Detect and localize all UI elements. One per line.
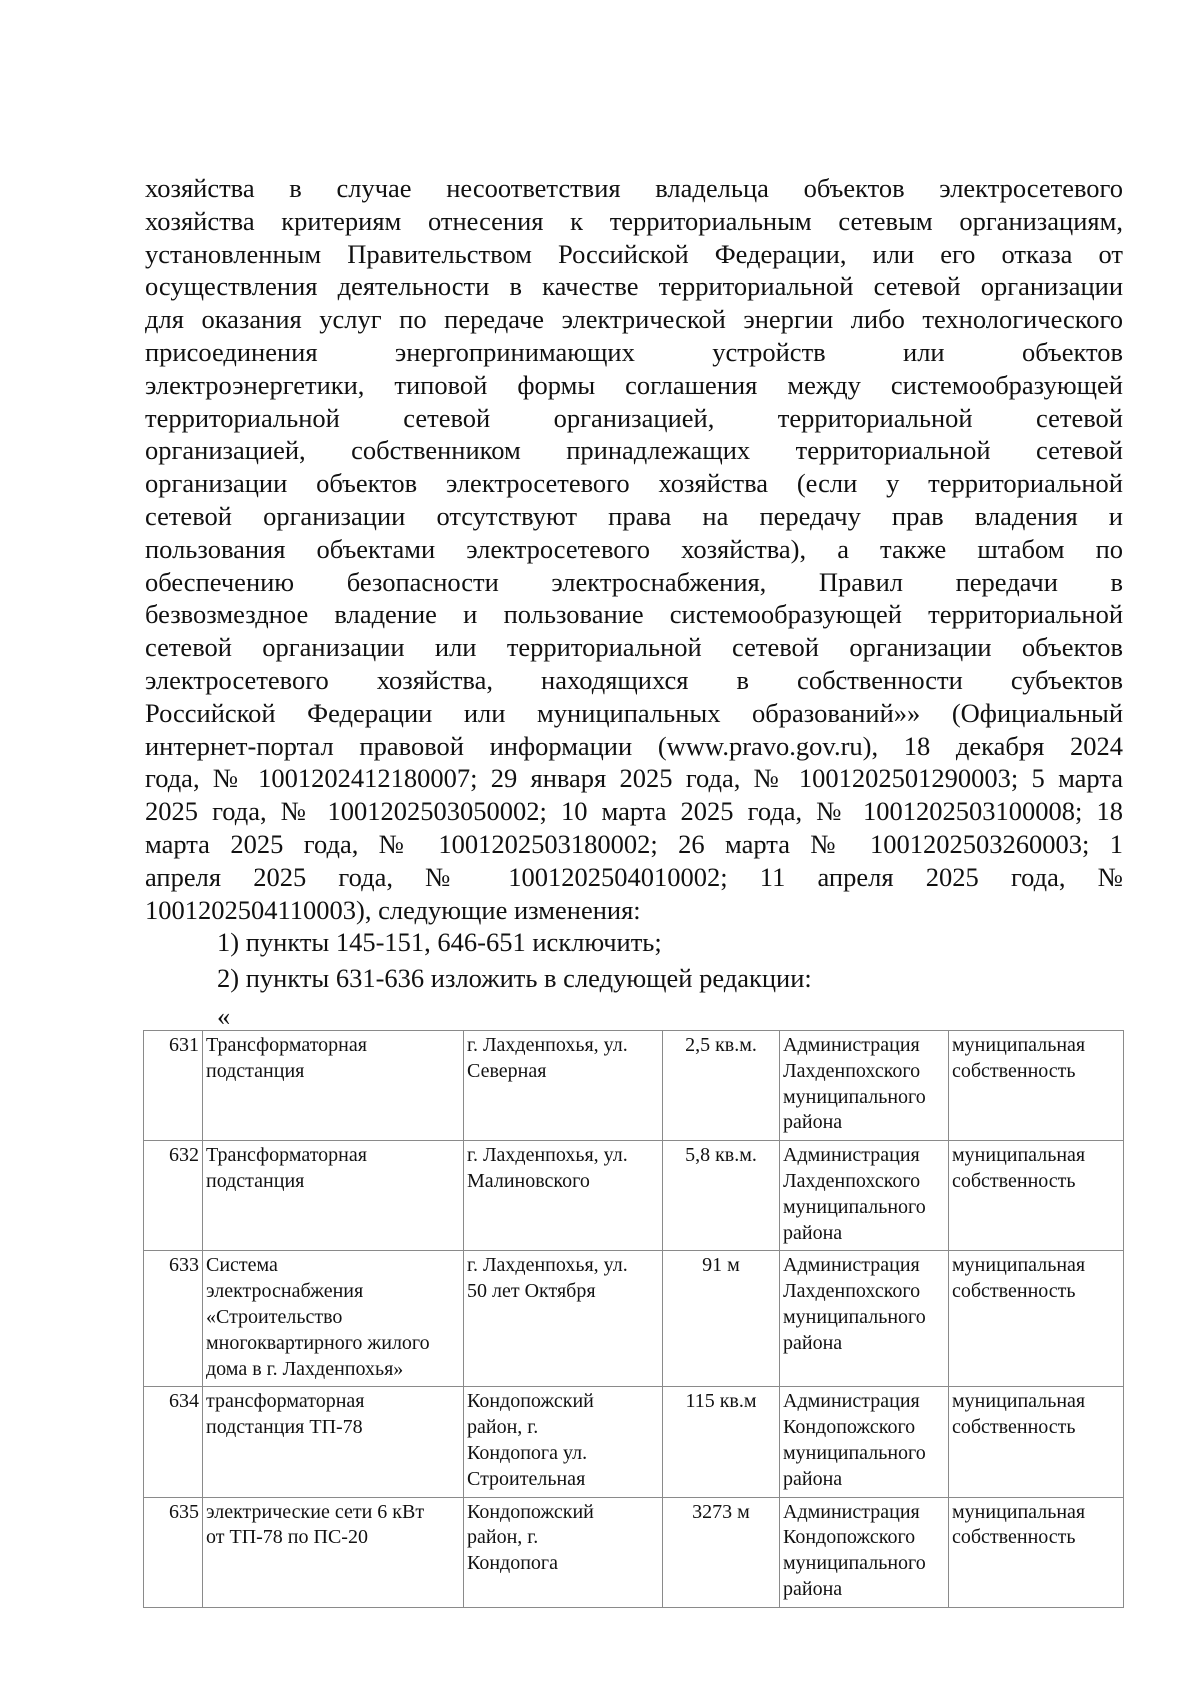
table-row <box>144 1497 1124 1607</box>
cell-holder-line: района <box>783 1331 843 1354</box>
paragraph-line: территориальной сетевой организацией, территориальной сетевой <box>145 402 1123 433</box>
cell-holder-line: района <box>783 1577 843 1600</box>
cell-object-name <box>203 1031 464 1141</box>
list-item-1: 1) пункты 145-151, 646-651 исключить; <box>217 927 662 957</box>
paragraph-line: сетевой организации или территориальной сетевой организации объектов <box>145 632 1123 663</box>
cell-object-name <box>203 1387 464 1497</box>
cell-holder-line: муниципального <box>783 1195 926 1218</box>
cell-number <box>144 1251 203 1387</box>
cell-number-text: 631 <box>169 1034 199 1056</box>
cell-holder-line: Администрация <box>783 1390 920 1413</box>
cell-number-text: 634 <box>169 1390 199 1413</box>
cell-object-name-line: подстанция ТП-78 <box>206 1416 363 1439</box>
cell-address-line: район, г. <box>467 1416 539 1439</box>
cell-holder <box>780 1387 949 1497</box>
paragraph-line: для оказания услуг по передаче электрической энергии либо технологического <box>145 304 1123 335</box>
cell-holder-line: района <box>783 1221 843 1244</box>
cell-number <box>144 1497 203 1607</box>
table-row <box>144 1387 1124 1497</box>
cell-object-name <box>203 1497 464 1607</box>
table-row <box>144 1031 1124 1141</box>
cell-holder-line: Администрация <box>783 1254 920 1277</box>
cell-holder <box>780 1497 949 1607</box>
cell-ownership <box>949 1497 1124 1607</box>
cell-ownership-line: собственность <box>952 1416 1076 1439</box>
paragraph-line: хозяйства критериям отнесения к территориальным сетевым организациям, <box>145 205 1123 236</box>
cell-number <box>144 1031 203 1141</box>
cell-holder-line: Администрация <box>783 1500 920 1523</box>
cell-holder-line: муниципального <box>783 1305 926 1328</box>
cell-ownership-line: муниципальная <box>952 1144 1086 1167</box>
cell-holder-line: муниципального <box>783 1552 926 1575</box>
cell-holder-line: муниципального <box>783 1441 926 1464</box>
paragraph-line: осуществления деятельности в качестве территориальной сетевой организации <box>145 271 1123 302</box>
cell-number-text: 632 <box>169 1144 199 1167</box>
cell-address-line: Кондопожский <box>467 1500 594 1523</box>
cell-object-name-line: электроснабжения <box>206 1280 364 1303</box>
cell-address <box>464 1497 663 1607</box>
cell-holder-line: Администрация <box>783 1034 920 1056</box>
cell-address <box>464 1141 663 1251</box>
cell-size <box>663 1031 780 1141</box>
paragraph-line: марта 2025 года, № 1001202503180002; 26 марта № 1001202503260003; 1 <box>145 828 1123 859</box>
cell-ownership <box>949 1141 1124 1251</box>
cell-address-line: Строительная <box>467 1467 586 1490</box>
cell-holder-line: Лахденпохского <box>783 1059 921 1082</box>
cell-address-line: Кондопожский <box>467 1390 594 1413</box>
cell-object-name-line: многоквартирного жилого <box>206 1331 430 1354</box>
cell-holder-line: муниципального <box>783 1085 926 1108</box>
cell-object-name <box>203 1141 464 1251</box>
cell-address-line: г. Лахденпохья, ул. <box>467 1034 628 1056</box>
cell-number <box>144 1387 203 1497</box>
cell-holder <box>780 1031 949 1141</box>
paragraph-line: безвозмездное владение и пользование системообразующей территориальной <box>145 599 1123 630</box>
cell-ownership <box>949 1031 1124 1141</box>
cell-holder <box>780 1141 949 1251</box>
cell-address <box>464 1387 663 1497</box>
cell-ownership-line: собственность <box>952 1059 1076 1082</box>
paragraph-line: сетевой организации отсутствуют права на передачу прав владения и <box>145 500 1123 531</box>
cell-ownership-line: муниципальная <box>952 1390 1086 1413</box>
cell-ownership-line: муниципальная <box>952 1254 1086 1277</box>
cell-ownership <box>949 1251 1124 1387</box>
list-item-2: 2) пункты 631-636 изложить в следующей редакции: <box>217 963 812 993</box>
paragraph-line: обеспечению безопасности электроснабжения, Правил передачи в <box>145 566 1123 597</box>
cell-address-line: г. Лахденпохья, ул. <box>467 1254 628 1277</box>
cell-ownership <box>949 1387 1124 1497</box>
cell-number-text: 633 <box>169 1254 199 1277</box>
cell-object-name-line: «Строительство <box>206 1305 343 1328</box>
cell-size <box>663 1251 780 1387</box>
paragraph-line: электроэнергетики, типовой формы соглашения между системообразующей <box>145 369 1123 400</box>
cell-size <box>663 1387 780 1497</box>
cell-address-line: Малиновского <box>467 1169 590 1192</box>
cell-size-text: 91 м <box>702 1254 740 1277</box>
cell-size-text: 115 кв.м <box>685 1390 757 1413</box>
cell-size-text: 2,5 кв.м. <box>685 1034 757 1056</box>
cell-holder-line: района <box>783 1111 843 1134</box>
cell-holder-line: Кондопожского <box>783 1526 916 1549</box>
paragraph-line: организации объектов электросетевого хозяйства (если у территориальной <box>145 468 1123 499</box>
cell-holder-line: района <box>783 1467 843 1490</box>
objects-table <box>143 1030 1124 1608</box>
cell-address-line: Северная <box>467 1059 547 1082</box>
cell-address-line: Кондопога <box>467 1552 559 1575</box>
cell-ownership-line: муниципальная <box>952 1034 1086 1056</box>
paragraph-line: организацией, собственником принадлежащих территориальной сетевой <box>145 435 1123 466</box>
cell-object-name-line: Трансформаторная <box>206 1144 367 1167</box>
cell-address-line: район, г. <box>467 1526 539 1549</box>
cell-ownership-line: муниципальная <box>952 1500 1086 1523</box>
paragraph-line: апреля 2025 года, № 1001202504010002; 11 апреля 2025 года, № <box>145 861 1123 892</box>
paragraph-line: хозяйства в случае несоответствия владельца объектов электросетевого <box>145 173 1123 203</box>
paragraph-line: пользования объектами электросетевого хозяйства), а также штабом по <box>145 533 1123 564</box>
objects-table-body <box>144 1031 1124 1608</box>
cell-size <box>663 1141 780 1251</box>
cell-holder-line: Лахденпохского <box>783 1169 921 1192</box>
cell-object-name-line: от ТП-78 по ПС-20 <box>206 1526 368 1549</box>
cell-address-line: г. Лахденпохья, ул. <box>467 1144 628 1167</box>
cell-address <box>464 1251 663 1387</box>
paragraph-line: установленным Правительством Российской Федерации, или его отказа от <box>145 238 1123 269</box>
paragraph-line: Российской Федерации или муниципальных образований»» (Официальный <box>145 697 1123 728</box>
cell-address <box>464 1031 663 1141</box>
cell-number <box>144 1141 203 1251</box>
table-row <box>144 1251 1124 1387</box>
cell-object-name-line: трансформаторная <box>206 1390 365 1413</box>
table-row <box>144 1141 1124 1251</box>
cell-holder <box>780 1251 949 1387</box>
cell-size-text: 3273 м <box>692 1500 750 1523</box>
paragraph-line: присоединения энергопринимающих устройств или объектов <box>145 336 1123 367</box>
cell-size <box>663 1497 780 1607</box>
cell-ownership-line: собственность <box>952 1526 1076 1549</box>
cell-object-name-line: Трансформаторная <box>206 1034 367 1056</box>
main-paragraph <box>145 172 1123 926</box>
cell-object-name-line: Система <box>206 1254 278 1277</box>
cell-object-name-line: подстанция <box>206 1059 305 1082</box>
cell-holder-line: Кондопожского <box>783 1416 916 1439</box>
cell-ownership-line: собственность <box>952 1169 1076 1192</box>
cell-ownership-line: собственность <box>952 1280 1076 1303</box>
cell-address-line: Кондопога ул. <box>467 1441 588 1464</box>
cell-address-line: 50 лет Октября <box>467 1280 596 1303</box>
cell-object-name <box>203 1251 464 1387</box>
paragraph-line: интернет-портал правовой информации (www.pravo.gov.ru), 18 декабря 2024 <box>145 730 1123 761</box>
paragraph-line: электросетевого хозяйства, находящихся в собственности субъектов <box>145 664 1123 695</box>
paragraph-line: 2025 года, № 1001202503050002; 10 марта 2025 года, № 1001202503100008; 18 <box>145 796 1123 827</box>
cell-size-text: 5,8 кв.м. <box>685 1144 757 1167</box>
cell-object-name-line: дома в г. Лахденпохья» <box>206 1357 404 1380</box>
paragraph-line: 1001202504110003), следующие изменения: <box>145 894 641 925</box>
cell-holder-line: Администрация <box>783 1144 920 1167</box>
opening-quote: « <box>217 1001 231 1031</box>
cell-number-text: 635 <box>169 1500 199 1523</box>
paragraph-line: года, № 1001202412180007; 29 января 2025 года, № 1001202501290003; 5 марта <box>145 763 1123 794</box>
cell-object-name-line: подстанция <box>206 1169 305 1192</box>
cell-holder-line: Лахденпохского <box>783 1280 921 1303</box>
cell-object-name-line: электрические сети 6 кВт <box>206 1500 425 1523</box>
